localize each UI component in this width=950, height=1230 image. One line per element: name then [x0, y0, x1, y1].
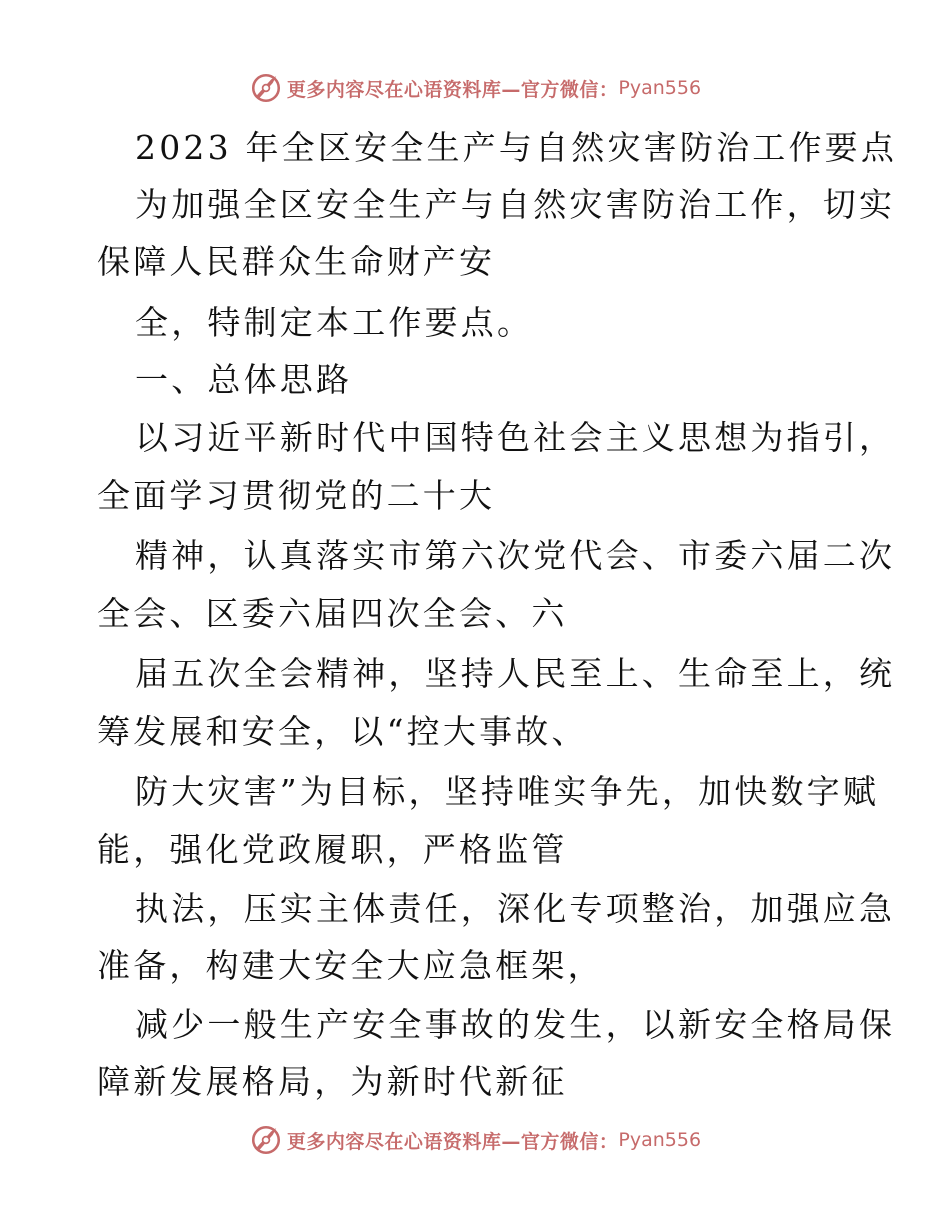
document-title: 2023 年全区安全生产与自然灾害防治工作要点 [135, 128, 898, 167]
watermark-handle: Pyan556 [618, 1129, 702, 1151]
watermark-text: 更多内容尽在心语资料库—官方微信： [286, 78, 619, 101]
text-line: 精神，认真落实市第六次党代会、市委六届二次 [135, 536, 896, 575]
text-line: 能，强化党政履职，严格监管 [97, 830, 568, 869]
quill-logo-icon [249, 1123, 283, 1157]
watermark-handle: Pyan556 [618, 77, 702, 99]
text-line: 以习近平新时代中国特色社会主义思想为指引， [135, 418, 896, 457]
text-line: 准备，构建大安全大应急框架， [97, 946, 604, 985]
text-line: 保障人民群众生命财产安 [97, 242, 496, 281]
text-line: 全面学习贯彻党的二十大 [97, 476, 496, 515]
watermark-text: 更多内容尽在心语资料库—官方微信： [286, 1130, 619, 1153]
text-line: 筹发展和安全，以“控大事故、 [97, 712, 588, 751]
section-heading: 一、总体思路 [135, 360, 353, 399]
text-line: 届五次全会精神，坚持人民至上、生命至上，统 [135, 654, 896, 693]
text-line: 为加强全区安全生产与自然灾害防治工作，切实 [135, 185, 896, 224]
text-line: 执法，压实主体责任，深化专项整治，加强应急 [135, 889, 896, 928]
watermark-banner-bottom [0, 1122, 950, 1158]
watermark-banner-top [0, 70, 950, 106]
text-line: 全会、区委六届四次全会、六 [97, 594, 568, 633]
text-line: 障新发展格局，为新时代新征 [97, 1062, 568, 1101]
text-line: 减少一般生产安全事故的发生，以新安全格局保 [135, 1005, 896, 1044]
quill-logo-icon [249, 71, 283, 105]
text-line: 全，特制定本工作要点。 [135, 303, 534, 342]
text-line: 防大灾害”为目标，坚持唯实争先，加快数字赋 [135, 772, 880, 811]
